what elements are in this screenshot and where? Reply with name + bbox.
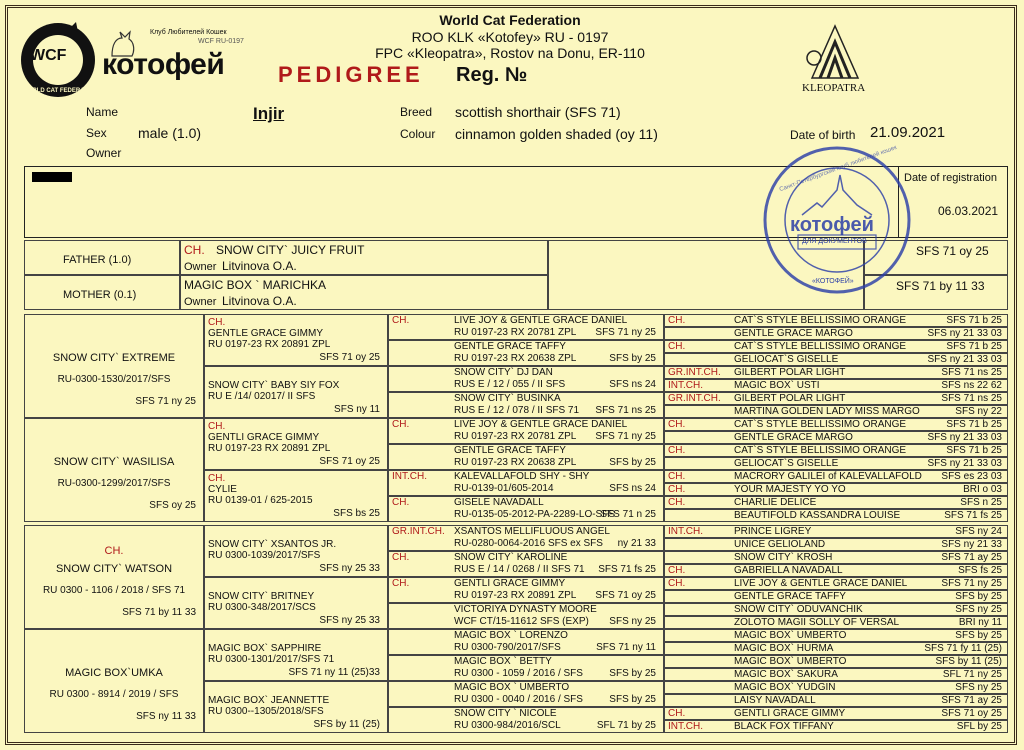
gen4-title: CH. [668,315,686,326]
gen3-reg: RU 0197-23 RX 20891 ZPL [454,590,577,601]
gen3-reg: RUS E / 12 / 055 / II SFS [454,379,566,390]
mother-owner: Litvinova O.A. [222,294,297,308]
gen3-title: CH. [392,552,410,563]
gen4-name: ZOLOTO MAGII SOLLY OF VERSAL [734,617,900,628]
gen3-ems: ny 21 33 [617,538,656,549]
cat-name: Injir [253,104,285,123]
gen4-ems: SFL by 25 [956,721,1002,732]
gen4-title: INT.CH. [668,721,703,732]
gen2-reg: RU 0300-1301/2017/SFS 71 [208,654,335,665]
gen4-name: CAT`S STYLE BELLISSIMO ORANGE [734,419,907,430]
gen2-ems: SFS bs 25 [333,508,380,519]
gen1-ems: SFS oy 25 [149,500,196,511]
gen1-reg: RU 0300 - 8914 / 2019 / SFS [49,689,179,700]
gen3-name: GENTLI GRACE GIMMY [454,578,566,589]
gen4-ems: SFS by 25 [955,591,1002,602]
gen4-name: GENTLE GRACE TAFFY [734,591,846,602]
stamp-bottom-text: «КОТОФЕЙ» [812,278,854,285]
gen1-name: SNOW CITY` WASILISA [53,456,175,468]
father-owner-label: Owner [184,261,217,273]
gen3-ems: SFS by 25 [609,353,656,364]
gen4-ems: SFS 71 b 25 [946,445,1002,456]
gen2-name: SNOW CITY` BRITNEY [208,591,315,602]
gen4-title: CH. [668,419,686,430]
gen2-title: CH. [208,317,226,328]
registration-label: Date of registration [904,172,997,184]
gen3-reg: RU 0197-23 RX 20638 ZPL [454,353,577,364]
gen2-reg: RU 0139-01 / 625-2015 [208,495,313,506]
gen2-ems: SFS 71 oy 25 [319,456,380,467]
gen4-ems: SFS ns 22 62 [941,380,1002,391]
gen4-ems: SFS 71 fy 11 (25) [924,643,1002,654]
gen3-name: MAGIC BOX ` UMBERTO [454,682,570,693]
gen1-name: MAGIC BOX`UMKA [65,667,163,679]
gen3-ems: SFS ny 25 [609,616,656,627]
gen1-reg: RU 0300 - 1106 / 2018 / SFS 71 [42,585,186,596]
gen3-title: INT.CH. [392,471,427,482]
gen1-name: SNOW CITY` WATSON [55,563,173,575]
gen3-reg: RUS E / 14 / 0268 / II SFS 71 [454,564,585,575]
gen4-ems: SFS 71 ns 25 [941,393,1002,404]
gen3-name: LIVE JOY & GENTLE GRACE DANIEL [454,419,628,430]
gen4-name: YOUR MAJESTY YO YO [734,484,846,495]
registration-date: 06.03.2021 [938,204,999,218]
gen4-name: UNICE GELIOLAND [734,539,826,550]
gen4-ems: SFS 71 ay 25 [941,552,1002,563]
kleopatra-text: KLEOPATRA [802,82,866,94]
gen3-name: MAGIC BOX ` BETTY [454,656,552,667]
gen2-ems: SFS ny 11 [334,404,380,415]
father-ems: SFS 71 oy 25 [916,244,989,258]
sex-value: male (1.0) [138,125,202,141]
club-small-line2: WCF RU-0197 [198,38,244,45]
gen4-title: CH. [668,445,686,456]
stamp-ring-text: Санкт-Петербургский клуб любителей кошек [778,144,898,194]
gen2-name: SNOW CITY` BABY SIY FOX [208,380,340,391]
gen3-title: CH. [392,578,410,589]
gen4-name: BEAUTIFOLD KASSANDRA LOUISE [734,510,901,521]
gen4-ems: SFS ny 22 [955,406,1002,417]
gen4-name: MAGIC BOX` HURMA [734,643,834,654]
gen3-reg: RU 0197-23 RX 20781 ZPL [454,431,577,442]
gen2-reg: RU 0197-23 RX 20891 ZPL [208,443,331,454]
mother-label: MOTHER (0.1) [63,289,137,301]
gen3-name: MAGIC BOX ` LORENZO [454,630,568,641]
gen4-name: MAGIC BOX` USTI [734,380,820,391]
gen4-ems: SFS 71 b 25 [946,419,1002,430]
gen4-ems: SFS ny 21 33 03 [927,328,1002,339]
gen4-ems: SFS by 25 [955,630,1002,641]
gen4-name: BLACK FOX TIFFANY [734,721,834,732]
gen2-ems: SFS ny 25 33 [319,615,380,626]
gen2-ems: SFS 71 oy 25 [319,352,380,363]
gen1-ems: SFS 71 ny 25 [135,396,196,407]
gen1-ems: SFS ny 11 33 [136,711,196,722]
gen3-reg: RUS E / 12 / 078 / II SFS 71 [454,405,580,416]
mother-name: MAGIC BOX ` MARICHKA [184,278,327,292]
father-label: FATHER (1.0) [63,254,132,266]
gen4-ems: SFS by 11 (25) [935,656,1002,667]
gen4-title: CH. [668,578,686,589]
sex-label: Sex [86,126,107,140]
gen4-name: MARTINA GOLDEN LADY MISS MARGO [734,406,920,417]
gen3-name: LIVE JOY & GENTLE GRACE DANIEL [454,315,628,326]
gen4-title: INT.CH. [668,380,703,391]
gen3-ems: SFS 71 ns 25 [595,405,656,416]
wcf-ring-text: WORLD CAT FEDERATION [22,88,99,94]
gen3-ems: SFS by 25 [609,668,656,679]
gen4-ems: BRI ny 11 [958,617,1002,628]
gen3-name: SNOW CITY ` NICOLE [454,708,557,719]
gen4-name: GENTLE GRACE MARGO [734,328,853,339]
colour-label: Colour [400,127,436,141]
father-name: SNOW CITY` JUICY FRUIT [216,243,365,257]
gen2-reg: RU 0300--1305/2018/SFS [208,706,324,717]
gen3-title: GR.INT.CH. [392,526,445,537]
gen4-ems: SFS ny 25 [955,604,1002,615]
gen3-name: VICTORIYA DYNASTY MOORE [454,604,597,615]
gen3-ems: SFS 71 oy 25 [595,590,656,601]
gen3-ems: SFS 71 ny 25 [595,327,656,338]
gen4-name: GABRIELLA NAVADALL [734,565,843,576]
gen4-ems: SFS ny 21 33 03 [927,458,1002,469]
gen4-ems: SFS 71 ay 25 [941,695,1002,706]
gen4-name: PRINCE LIGREY [734,526,812,537]
gen3-reg: RU-0139-01/605-2014 [454,483,554,494]
gen4-name: LAISY NAVADALL [734,695,816,706]
gen3-name: GISELE NAVADALL [454,497,544,508]
gen4-name: MAGIC BOX` UMBERTO [734,630,847,641]
gen4-title: INT.CH. [668,526,703,537]
gen2-ems: SFS by 11 (25) [313,719,380,730]
gen4-title: GR.INT.CH. [668,393,721,404]
gen3-ems: SFL 71 by 25 [596,720,656,731]
org-line-1: World Cat Federation [439,12,581,28]
gen4-ems: SFS 71 ns 25 [941,367,1002,378]
name-label: Name [86,105,119,119]
mother-owner-label: Owner [184,296,217,308]
gen4-name: MAGIC BOX` YUDGIN [734,682,836,693]
gen4-title: CH. [668,565,686,576]
gen2-title: CH. [208,421,226,432]
father-owner: Litvinova O.A. [222,259,297,273]
gen3-name: GENTLE GRACE TAFFY [454,445,566,456]
breed-value: scottish shorthair (SFS 71) [455,104,621,120]
gen4-ems: BRI o 03 [963,484,1002,495]
gen4-ems: SFS 71 fs 25 [944,510,1002,521]
colour-value: cinnamon golden shaded (oy 11) [455,126,658,142]
gen4-ems: SFS es 23 03 [941,471,1002,482]
gen2-name: GENTLI GRACE GIMMY [208,432,320,443]
gen3-ems: SFS by 25 [609,457,656,468]
gen4-ems: SFS ny 25 [955,682,1002,693]
org-line-2: ROO KLK «Kotofey» RU - 0197 [411,29,609,45]
gen3-name: SNOW CITY` BUSINKA [454,393,561,404]
doc-title: PEDIGREE [278,62,424,87]
reg-label: Reg. № [456,64,528,86]
gen3-ems: SFS ns 24 [609,483,656,494]
gen3-reg: WCF CT/15-11612 SFS (EXP) [454,616,589,627]
gen3-name: SNOW CITY` KAROLINE [454,552,568,563]
gen4-ems: SFS ny 24 [955,526,1002,537]
gen3-reg: RU 0197-23 RX 20781 ZPL [454,327,577,338]
gen2-ems: SFS 71 ny 11 (25)33 [288,667,380,678]
gen3-ems: SFS 71 n 25 [600,509,656,520]
stamp-sub-text: ДЛЯ ДОКУМЕНТОВ [802,238,867,245]
gen2-name: CYLIE [208,484,237,495]
wcf-logo-text: WCF [30,47,67,64]
gen4-ems: SFS fs 25 [958,565,1002,576]
gen1-ems: SFS 71 by 11 33 [122,607,196,618]
gen1-reg: RU-0300-1299/2017/SFS [57,478,171,489]
kleopatra-logo-icon [800,20,870,82]
gen4-name: GILBERT POLAR LIGHT [734,393,846,404]
gen3-reg: RU 0300 - 1059 / 2016 / SFS [454,668,583,679]
gen4-name: MACRORY GALILEI of KALEVALLAFOLD [734,471,922,482]
gen3-title: CH. [392,497,410,508]
gen4-title: CH. [668,471,686,482]
gen3-reg: RU 0300-790/2017/SFS [454,642,561,653]
gen2-name: SNOW CITY` XSANTOS JR. [208,539,337,550]
gen4-name: MAGIC BOX` SAKURA [734,669,838,680]
gen4-name: GENTLE GRACE MARGO [734,432,853,443]
gen3-ems: SFS ns 24 [609,379,656,390]
gen1-name: SNOW CITY` EXTREME [52,352,176,364]
gen4-ems: SFL 71 ny 25 [942,669,1002,680]
gen3-ems: SFS 71 ny 25 [595,431,656,442]
stamp-center-text: котофей [790,214,874,236]
gen4-ems: SFS ny 21 33 [941,539,1002,550]
gen4-name: MAGIC BOX` UMBERTO [734,656,847,667]
gen3-title: CH. [392,419,410,430]
gen4-name: SNOW CITY` ODUVANCHIK [734,604,863,615]
gen3-reg: RU 0197-23 RX 20638 ZPL [454,457,577,468]
gen4-name: CHARLIE DELICE [734,497,817,508]
gen4-ems: SFS 71 b 25 [946,315,1002,326]
gen4-ems: SFS 71 oy 25 [941,708,1002,719]
gen4-ems: SFS n 25 [960,497,1002,508]
owner-label: Owner [86,146,122,160]
gen4-title: CH. [668,484,686,495]
gen4-ems: SFS ny 21 33 03 [927,354,1002,365]
gen2-ems: SFS ny 25 33 [319,563,380,574]
gen4-name: CAT`S STYLE BELLISSIMO ORANGE [734,315,907,326]
breed-label: Breed [400,105,433,119]
gen3-name: KALEVALLAFOLD SHY - SHY [454,471,590,482]
gen4-title: CH. [668,708,686,719]
club-name-logo: котофей [102,48,225,81]
gen3-reg: RU-0135-05-2012-PA-2289-LO-SFS [454,509,616,520]
gen3-name: SNOW CITY` DJ DAN [454,367,553,378]
gen4-ems: SFS 71 ny 25 [941,578,1002,589]
gen3-title: CH. [392,315,410,326]
redacted-bar [32,172,72,182]
father-title: CH. [184,243,205,257]
gen1-title: CH. [104,545,124,557]
gen3-reg: RU-0280-0064-2016 SFS ex SFS [454,538,603,549]
gen4-name: LIVE JOY & GENTLE GRACE DANIEL [734,578,908,589]
gen3-ems: SFS 71 ny 11 [596,642,656,653]
gen4-ems: SFS ny 21 33 03 [927,432,1002,443]
gen4-name: CAT`S STYLE BELLISSIMO ORANGE [734,445,907,456]
gen4-title: GR.INT.CH. [668,367,721,378]
gen4-name: GELIOCAT`S GISELLE [734,458,839,469]
org-line-3: FPC «Kleopatra», Rostov na Donu, ER-110 [375,45,645,61]
gen1-reg: RU-0300-1530/2017/SFS [57,374,171,385]
dob-label: Date of birth [790,128,856,142]
dob-value: 21.09.2021 [870,124,946,141]
gen4-name: GENTLI GRACE GIMMY [734,708,846,719]
gen4-name: GILBERT POLAR LIGHT [734,367,846,378]
gen4-title: CH. [668,497,686,508]
gen2-name: MAGIC BOX` JEANNETTE [208,695,330,706]
club-small-line1: Клуб Любителей Кошек [150,29,227,36]
gen2-reg: RU 0300-348/2017/SCS [208,602,316,613]
gen4-name: GELIOCAT`S GISELLE [734,354,839,365]
gen4-name: CAT`S STYLE BELLISSIMO ORANGE [734,341,907,352]
gen3-name: GENTLE GRACE TAFFY [454,341,566,352]
gen4-title: CH. [668,341,686,352]
gen2-name: MAGIC BOX` SAPPHIRE [208,643,322,654]
gen2-reg: RU E /14/ 02017/ II SFS [208,391,316,402]
gen4-ems: SFS 71 b 25 [946,341,1002,352]
gen4-name: SNOW CITY` KROSH [734,552,833,563]
gen2-title: CH. [208,473,226,484]
gen3-reg: RU 0300-984/2016/SCL [454,720,561,731]
mother-ems: SFS 71 by 11 33 [896,279,985,293]
gen2-reg: RU 0197-23 RX 20891 ZPL [208,339,331,350]
gen3-reg: RU 0300 - 0040 / 2016 / SFS [454,694,583,705]
gen3-ems: SFS 71 fs 25 [598,564,656,575]
gen3-ems: SFS by 25 [609,694,656,705]
gen2-name: GENTLE GRACE GIMMY [208,328,324,339]
gen3-name: XSANTOS MELLIFLUOUS ANGEL [454,526,610,537]
gen2-reg: RU 0300-1039/2017/SFS [208,550,321,561]
